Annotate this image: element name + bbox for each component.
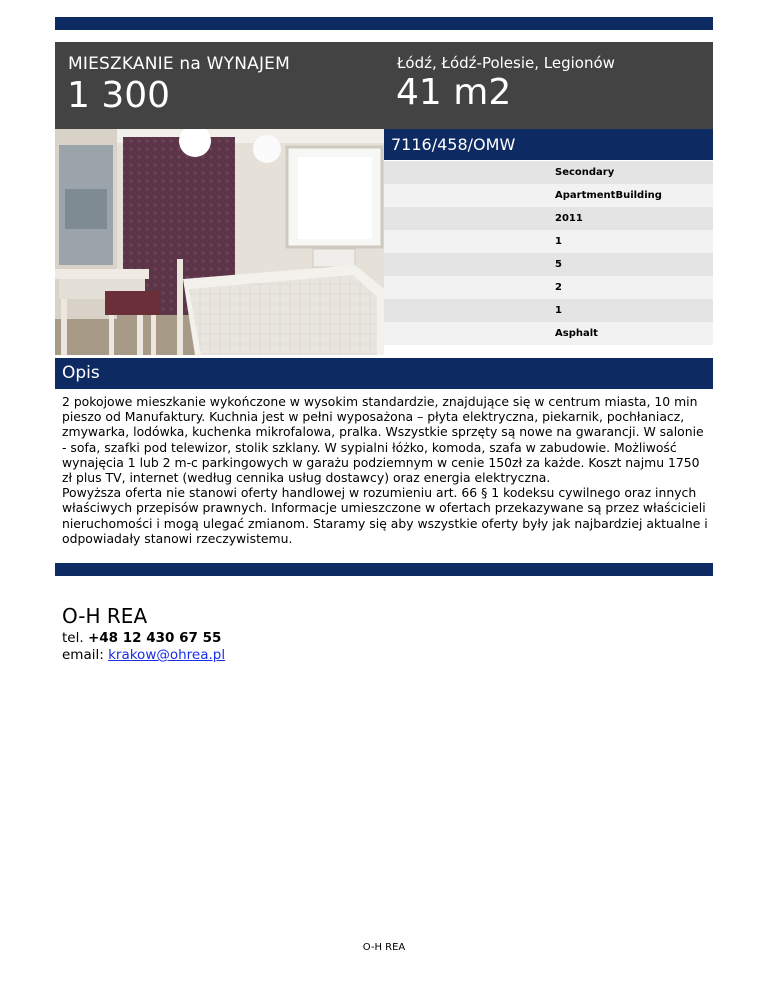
section-title: Opis <box>62 363 100 383</box>
top-accent-bar <box>55 17 713 30</box>
disclaimer-paragraph: Powyższa oferta nie stanowi oferty handlowej w rozumieniu art. 66 § 1 kodeksu cywilnego oraz innych właściwych przepisów prawnych. Informacje umieszczone w ofertach przekazywane są przez właścicieli nieruchomości i mogą ulegać zmianom. Staramy się aby wszystkie oferty były jak najbardziej aktualne i odpowiadały stanowi rzeczywistemu. <box>62 485 708 546</box>
agency-contact <box>62 604 225 664</box>
offer-code: 7116/458/OMW <box>391 135 516 154</box>
detail-value-6: 2 <box>384 276 713 299</box>
description-text <box>62 394 710 546</box>
page-footer: O-H REA <box>362 942 406 953</box>
phone-line <box>62 630 225 647</box>
email-line <box>62 647 225 664</box>
detail-road-surface: Asphalt <box>384 322 713 345</box>
listing-type: MIESZKANIE na WYNAJEM <box>68 54 290 74</box>
detail-value-7: 1 <box>384 299 713 322</box>
detail-building-type: ApartmentBuilding <box>384 184 713 207</box>
listing-price: 1 300 <box>67 75 171 116</box>
listing-area: 41 m2 <box>396 72 512 113</box>
email-link[interactable]: krakow@ohrea.pl <box>108 647 226 663</box>
detail-value-4: 1 <box>384 230 713 253</box>
bottom-accent-bar <box>55 563 713 576</box>
email-label: email: <box>62 647 104 663</box>
agency-name: O-H REA <box>62 604 148 628</box>
detail-build-year: 2011 <box>384 207 713 230</box>
detail-market: Secondary <box>384 161 713 184</box>
phone-label: tel. <box>62 630 84 646</box>
property-details-list <box>384 161 713 345</box>
detail-value-5: 5 <box>384 253 713 276</box>
phone-number: +48 12 430 67 55 <box>87 630 222 646</box>
description-section-bar <box>55 358 713 389</box>
listing-header <box>55 42 713 129</box>
apartment-photo <box>55 129 384 355</box>
offer-code-bar <box>384 129 713 160</box>
listing-location: Łódź, Łódź-Polesie, Legionów <box>397 54 615 72</box>
description-paragraph: 2 pokojowe mieszkanie wykończone w wysokim standardzie, znajdujące się w centrum miasta, 10 min pieszo od Manufaktury. Kuchnia jest w pełni wyposażona – płyta elektryczna, piekarnik, pochłaniacz, zmywarka, lodówka, kuchenka mikrofalowa, pralka. Wszystkie sprzęty są nowe na gwarancji. W salonie - sofa, szafki pod telewizor, stolik szklany. W sypialni łóżko, komoda, szafa w zabudowie. Możliwość wynajęcia 1 lub 2 m-c parkingowych w garażu podziemnym w cenie 150zł za każde. Koszt najmu 1750 zł plus TV, internet (według cennika usług dostawcy) oraz energia elektryczna. <box>62 394 704 486</box>
